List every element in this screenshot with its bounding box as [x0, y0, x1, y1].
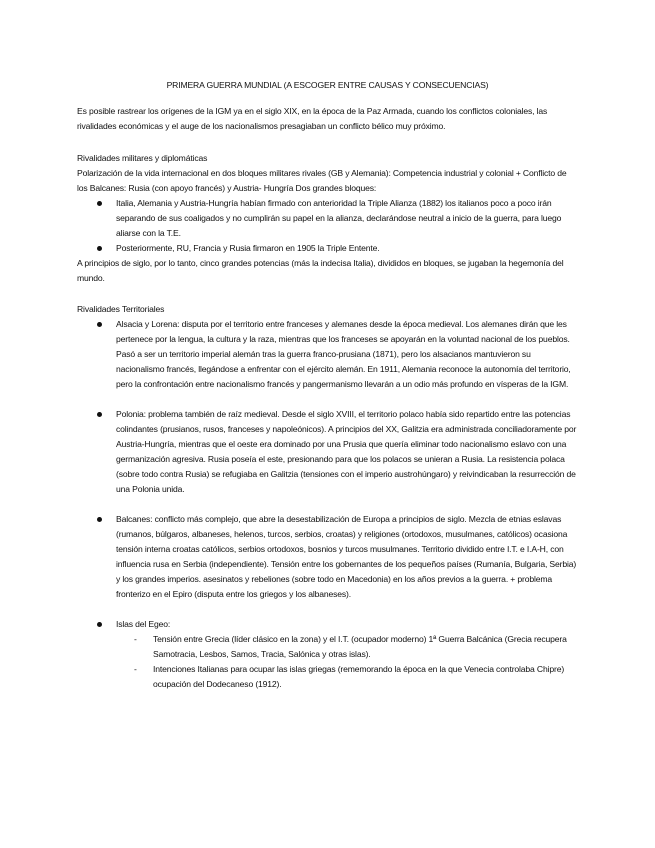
section-heading-territorial: Rivalidades Territoriales: [77, 304, 165, 314]
bullet-icon: [97, 201, 102, 206]
bullet-icon: [97, 517, 102, 522]
list-item: [77, 317, 577, 392]
dash-icon: -: [134, 634, 137, 644]
list-item: [77, 407, 577, 497]
sub-list-item: [116, 632, 577, 662]
list-item-text: Italia, Alemania y Austria-Hungría habían firmado con anterioridad la Triple Alianza (1882) los italianos poco a poco irán separando de sus coaligados y no cumplirán su papel en la alianza, declarándose neutral a inicio de la guerra, para luego aliarse con la T.E.: [116, 198, 562, 238]
sub-list-aegean: [116, 632, 577, 692]
list-item: [77, 512, 577, 602]
list-item: [77, 617, 577, 692]
bullet-icon: [97, 412, 102, 417]
sub-list-item: [116, 662, 577, 692]
bullet-icon: [97, 246, 102, 251]
list-item: [77, 241, 577, 256]
sub-list-item-text: Tensión entre Grecia (líder clásico en la zona) y el I.T. (ocupador moderno) 1ª Guerra Balcánica (Grecia recupera Samotracia, Lesbos, Samos, Tracia, Salónica y otras islas).: [153, 634, 567, 659]
bullet-icon: [97, 322, 102, 327]
list-item-text: Islas del Egeo:: [116, 619, 171, 629]
bullet-list-blocs: [77, 196, 577, 256]
section-paragraph-military: Polarización de la vida internacional en dos bloques militares rivales (GB y Alemania): Competencia industrial y colonial + Conflicto de los Balcanes: Rusia (con apoyo francés) y Austria- Hungría Dos grandes bloques:: [77, 168, 567, 193]
list-item-text: Balcanes: conflicto más complejo, que abre la desestabilización de Europa a principios de siglo. Mezcla de etnias eslavas (rumanos, búlgaros, albaneses, helenos, turcos, serbios, croatas) y religiones (ortodoxos, musulmanes, católicos) ocasiona tensión interna croatas católicos, serbios ortodoxos, bosnios y turcos musulmanes. Territorio dividido entre I.T. e I.A-H, con influencia rusa en Serbia (independiente). Tensión entre los gobernantes de los pequeños países (Rumanía, Bulgaria, Serbia) y los grandes imperios. asesinatos y rebeliones (sobre todo en Macedonia) en los años previos a la guerra. + problema fronterizo en el Epiro (disputa entre los griegos y los albaneses).: [116, 514, 577, 599]
sub-list-item-text: Intenciones Italianas para ocupar las islas griegas (rememorando la época en la que Venecia controlaba Chipre) ocupación del Dodecaneso (1912).: [153, 664, 565, 689]
document-title: PRIMERA GUERRA MUNDIAL (A ESCOGER ENTRE CAUSAS Y CONSECUENCIAS): [166, 80, 489, 90]
section-paragraph-hegemony: A principios de siglo, por lo tanto, cinco grandes potencias (más la indecisa Italia), divididos en bloques, se jugaban la hegemonía del mundo.: [77, 258, 564, 283]
bullet-list-territories: [77, 317, 577, 692]
bullet-icon: [97, 622, 102, 627]
list-item-text: Alsacia y Lorena: disputa por el territorio entre franceses y alemanes desde la época medieval. Los alemanes dirán que les pertenece por la lengua, la cultura y la raza, mientras que los franceses se apoyarán en la voluntad nacional de los pueblos. Pasó a ser un territorio imperial alemán tras la guerra franco-prusiana (1871), pero los alsacianos mantuvieron su nacionalismo francés, llegándose a enfrentar con el ejército alemán. En 1911, Alemania reconoce la autonomía del territorio, pero la confrontación entre nacionalismo francés y pangermanismo llevarán a un odio más profundo en vísperas de la IGM.: [116, 319, 571, 389]
list-item: [77, 196, 577, 241]
list-item-text: Posteriormente, RU, Francia y Rusia firmaron en 1905 la Triple Entente.: [116, 243, 380, 253]
intro-paragraph: Es posible rastrear los orígenes de la IGM ya en el siglo XIX, en la época de la Paz Armada, cuando los conflictos coloniales, las rivalidades económicas y el auge de los nacionalismos presagiaban un conflicto bélico muy próximo.: [77, 106, 548, 131]
dash-icon: -: [134, 664, 137, 674]
section-heading-military: Rivalidades militares y diplomáticas: [77, 153, 208, 163]
list-item-text: Polonia: problema también de raíz medieval. Desde el siglo XVIII, el territorio polaco había sido repartido entre las potencias colindantes (prusianos, rusos, franceses y napoleónicos). A principios del XX, Galitzia era administrada conciliadoramente por Austria-Hungría, mientras que el oeste era dominado por una Prusia que quería eliminar todo nacionalismo eslavo con una germanización agresiva. Rusia poseía el este, presionando para que los polacos se unieran a Rusia. La resistencia polaca (sobre todo contra Rusia) se refugiaba en Galitzia (tensiones con el imperio austrohúngaro) y reivindicaban la resurrección de una Polonia unida.: [116, 409, 577, 494]
